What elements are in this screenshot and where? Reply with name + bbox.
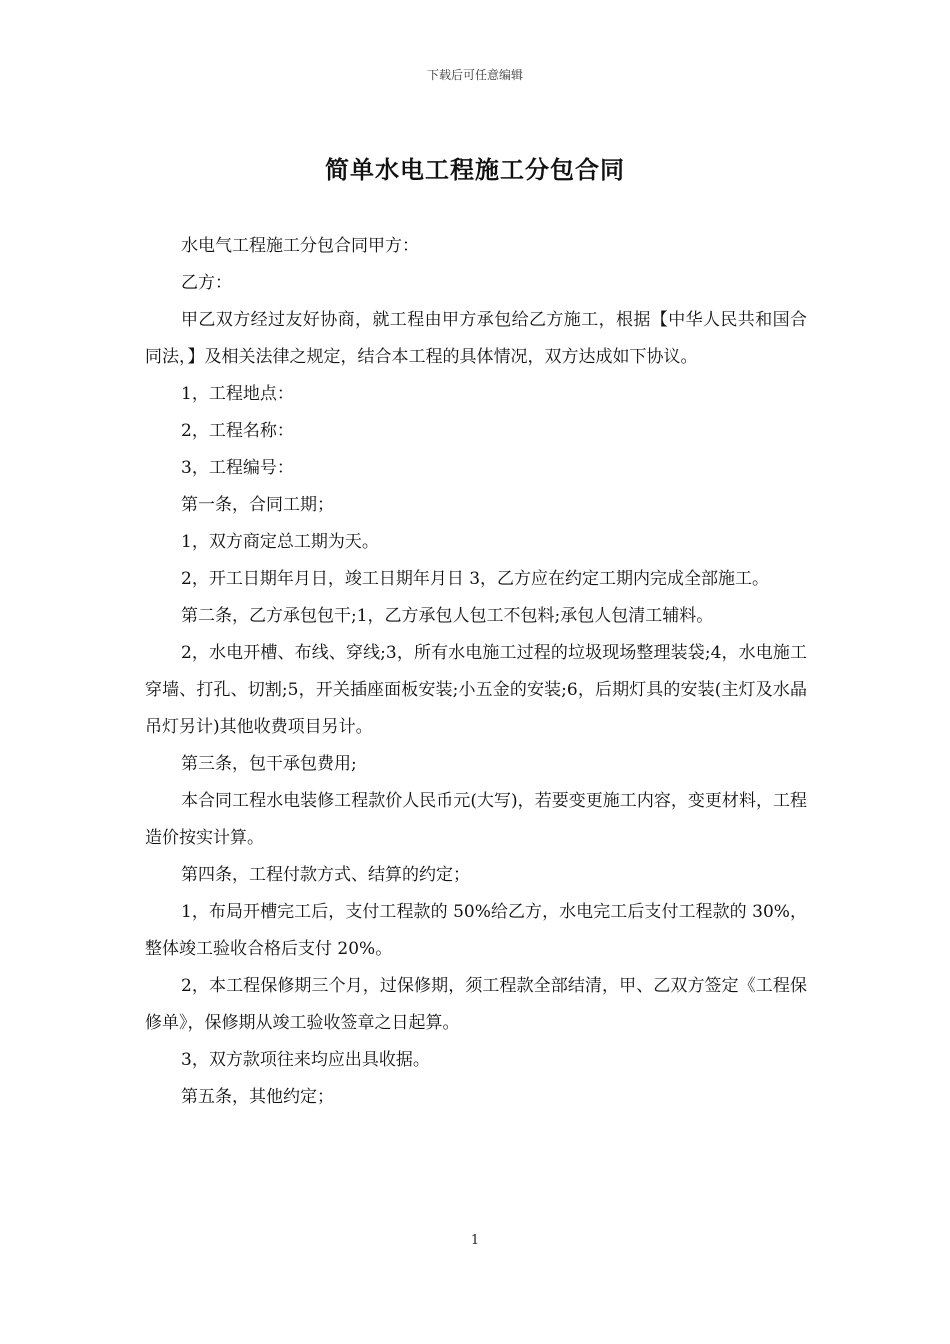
paragraph: 本合同工程水电装修工程款价人民币元(大写)，若要变更施工内容，变更材料，工程造价按实计算。 <box>145 791 807 848</box>
paragraph: 第三条，包干承包费用; <box>181 754 357 774</box>
paragraph: 3，工程编号： <box>181 458 294 478</box>
paragraph: 2，本工程保修期三个月，过保修期，须工程款全部结清，甲、乙双方签定《工程保修单》，保修期从竣工验收签章之日起算。 <box>145 976 807 1033</box>
paragraph: 第四条，工程付款方式、结算的约定； <box>181 865 470 885</box>
paragraph: 2，水电开槽、布线、穿线;3，所有水电施工过程的垃圾现场整理装袋;4，水电施工穿墙、打孔、切割;5，开关插座面板安装;小五金的安装;6，后期灯具的安装(主灯及水晶吊灯另计)其他收费项目另计。 <box>145 643 807 737</box>
paragraph: 2，工程名称： <box>181 421 294 441</box>
paragraph: 1，布局开槽完工后，支付工程款的 50%给乙方，水电完工后支付工程款的 30%，整体竣工验收合格后支付 20%。 <box>145 902 807 959</box>
paragraph: 第二条，乙方承包包干;1，乙方承包人包工不包料;承包人包清工辅料。 <box>181 606 714 626</box>
paragraph: 1，双方商定总工期为天。 <box>181 532 379 552</box>
header-note: 下载后可任意编辑 <box>426 68 523 82</box>
paragraph: 乙方： <box>181 273 232 293</box>
document-body <box>145 228 807 1116</box>
paragraph: 2，开工日期年月日，竣工日期年月日 3，乙方应在约定工期内完成全部施工。 <box>181 569 770 589</box>
paragraph: 1，工程地点： <box>181 384 294 404</box>
paragraph: 第一条，合同工期； <box>181 495 334 515</box>
paragraph: 第五条，其他约定； <box>181 1087 334 1107</box>
paragraph: 3，双方款项往来均应出具收据。 <box>181 1050 430 1070</box>
document-title: 简单水电工程施工分包合同 <box>325 155 625 184</box>
paragraph: 水电气工程施工分包合同甲方： <box>181 236 419 256</box>
paragraph: 甲乙双方经过友好协商，就工程由甲方承包给乙方施工，根据【中华人民共和国合同法，】及相关法律之规定，结合本工程的具体情况，双方达成如下协议。 <box>145 310 807 367</box>
page-number: 1 <box>470 1233 480 1248</box>
